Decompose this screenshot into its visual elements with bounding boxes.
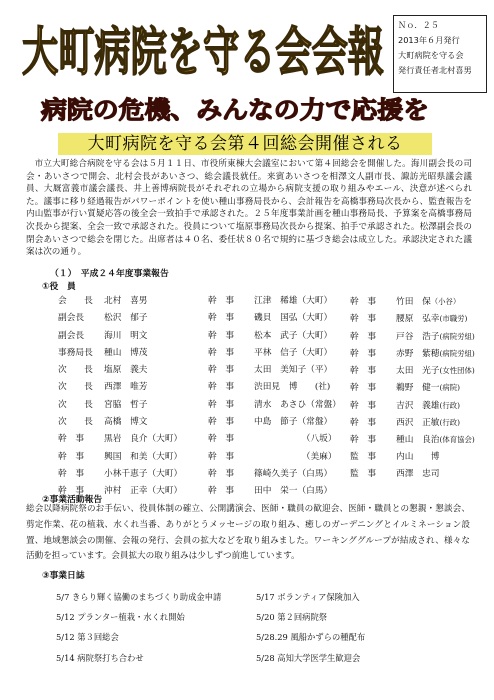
officer-name: 内山 博 [396,451,440,462]
officer-name: 渋田見 博 (社) [254,382,331,393]
officer-role: 幹 事 [208,330,235,341]
officer-role: 幹 事 [208,296,235,306]
journal-row [56,587,476,607]
officer-cell [350,293,460,311]
officer-cell [350,328,475,346]
officer-role: 次 長 [58,399,93,410]
officer-role: 事務局長 [58,347,93,358]
journal-row [56,648,476,668]
slogan-text: 病院の危機、みんなの力で応援を [41,96,429,124]
officer-name: 西澤 唯芳 [104,382,148,393]
officer-cell [208,449,337,466]
officer-cell [208,483,332,500]
officer-affiliation: (体育協会) [439,435,475,445]
officer-name: 太田 美知子（平） [254,365,333,376]
officer-affiliation: (病院) [439,383,460,393]
officer-name: 北村 喜男 [104,296,148,306]
officer-cell [350,466,439,483]
journal-entry: 5/7 きらり輝く協働のまちづくり助成金申請 [56,592,222,602]
issue-date: 2013年６月発行 [398,35,460,45]
officer-name: 塩原 義夫 [104,365,148,376]
officer-role: 監 事 [350,451,377,462]
officer-row [30,414,470,431]
officer-role: 幹 事 [208,486,235,497]
officer-name: 赤野 紫穂 [396,348,440,359]
officer-name: 沖村 正幸 [104,486,148,497]
officer-role: 幹 事 [58,468,85,479]
officer-name: 西澤 忠司 [396,468,440,479]
officer-cell [208,431,337,448]
officer-role: 会 長 [58,296,93,306]
section-subheading-officers: ①役 員 [42,282,76,292]
officer-affiliation: (女性団体) [439,366,475,376]
officer-role: 幹 事 [208,451,235,462]
officer-row [30,293,470,310]
officer-role: 次 長 [58,417,93,428]
officer-row [30,362,475,379]
officer-role: 監 事 [350,468,377,479]
article-headline: 大町病院を守る会第４回総会開催される [58,133,432,155]
section-heading-activities: ②事業活動報告 [42,495,103,505]
officer-name: 黒岩 良介 [104,434,148,445]
officer-name: 種山 良治 [396,435,440,446]
officer-cell [208,345,332,362]
officer-cell [208,328,332,345]
journal-entry: 5/28.29 風船かずらの種配布 [256,632,366,643]
journal-row [56,627,476,647]
officer-cell [208,310,332,327]
officer-affiliation: (行政) [439,400,460,410]
officer-area: （大町） [147,434,183,445]
officer-name: 小林千恵子 [104,468,148,479]
publisher-name: 大町病院を守る会 [398,50,464,60]
officer-cell [350,310,467,328]
officer-affiliation: (行政) [439,418,460,428]
officer-name: 太田 光子 [396,366,440,377]
officer-name: 田中 栄一（白馬） [254,486,333,497]
officer-name: 興国 和美 [104,451,148,462]
officer-name: 松本 武子（大町） [254,330,333,341]
officer-cell [58,397,147,414]
journal-entry: 5/20 第２回病院祭 [256,612,328,623]
officer-cell [208,397,341,414]
officer-name: 戸谷 浩子 [396,331,440,342]
masthead-title [18,14,388,86]
officer-name: 種山 博茂 [104,347,148,358]
officer-role: 幹 事 [350,348,377,359]
officer-name: 吉沢 義雄 [396,400,440,411]
officer-name: 篠崎久美子（白馬） [254,468,333,479]
officer-name: 江津 稀雄（大町） [254,296,333,306]
officer-name: 清水 あさひ（常盤） [254,399,341,410]
intro-paragraph: 市立大町総合病院を守る会は５月１１日、市役所東棟大会議室において第４回総会を開催した。海川副会長の司会・あいさつで開会、北村会長があいさつ、総会議長就任。来賓あいさつを相澤文人副市長、諏訪光昭県議会議員、大厩富義市議会議長、井上善博病院長がそれぞれの立場から病院支援の取り組みやエール、決意が述べられた。議事に移り経過報告がパワーポイントを使い種山事務局長から、会計報告を高橋事務局次長から、監査報告を内山監事が行い質疑応答の後全会一致拍手で承認された。２５年度事業計画を種山事務局長、予算案を高橋事務局次長から提案、全会一致で承認された。役員について塩原事務局次長から提案、拍手で承認された。松澤副会長の閉会あいさつで総会を閉じた。出席者は４０名、委任状８０名で規約に基づき総会は成立した。承認決定された議案は次の通り。 [26,159,472,258]
officer-name: 腰原 弘幸 [396,314,440,325]
officers-table [30,293,475,501]
slogan-banner [38,94,433,124]
editor-name: 発行責任者北村喜男 [398,65,472,75]
journal-entry: 5/14 病院祭打ち合わせ [56,652,144,663]
officer-name: 海川 明文 [104,330,148,341]
officer-cell [350,414,460,432]
officer-cell [350,449,439,466]
journal-entry: 5/28 高知大学医学生歓迎会 [256,652,361,663]
officer-role: 次 長 [58,365,93,376]
officer-name: 磯貝 国弘（大町） [254,313,333,324]
officer-affiliation: (病院労組) [439,348,475,358]
officer-cell [350,362,475,380]
officer-area: （大町） [147,486,183,497]
officer-cell [208,466,332,483]
officer-name: 松沢 郁子 [104,313,148,324]
journal-entry: 5/12 第３回総会 [56,632,119,643]
officer-row [30,449,470,466]
officer-role: 幹 事 [208,468,235,479]
officer-cell [58,466,182,483]
issue-number: Ｎｏ．２５ [398,20,439,30]
officer-row [30,379,470,396]
officer-cell [58,310,147,327]
officer-role: 幹 事 [350,297,377,307]
officer-name: （八坂） [254,434,337,445]
masthead-title-text: 大町病院を守る会会報 [22,22,384,83]
officer-row [30,431,475,448]
officer-cell [58,449,182,466]
officer-name: 鵜野 健一 [396,383,440,394]
officer-affiliation: (病院労組) [439,331,475,341]
officer-role: 幹 事 [350,314,377,325]
officer-name: 高橋 博文 [104,417,148,428]
officer-row [30,345,475,362]
officer-role: 幹 事 [208,365,235,376]
officer-role: 副会長 [58,330,85,341]
officer-affiliation: （小谷） [430,297,461,306]
issue-info-box [393,15,487,93]
officer-role: 幹 事 [208,434,235,445]
officer-name: 竹田 保 [396,297,431,307]
journal-row [56,607,476,627]
officer-cell [350,397,460,415]
officer-cell [208,362,332,379]
officer-cell [208,293,332,310]
officer-role: 幹 事 [208,399,235,410]
officer-role: 幹 事 [58,486,85,497]
officer-row [30,397,470,414]
officer-cell [208,414,332,431]
officer-name: 西沢 正敏 [396,418,440,429]
officer-role: 幹 事 [350,383,377,394]
officer-name: 中島 節子（常盤） [254,417,333,428]
officer-affiliation: (市職労) [439,314,468,324]
officer-name: 平林 信子（大町） [254,347,333,358]
officer-cell [58,431,182,448]
journal-entry: 5/12 プランター植栽・水くれ開始 [56,612,185,623]
officer-role: 幹 事 [350,366,377,377]
officer-role: 次 長 [58,382,93,393]
officer-role: 幹 事 [350,331,377,342]
officer-role: 幹 事 [208,313,235,324]
officer-role: 幹 事 [350,435,377,446]
section-heading-journal: ③事業日誌 [42,571,85,581]
officer-name: （美麻） [254,451,337,462]
officer-role: 幹 事 [58,434,85,445]
journal-entry: 5/17 ボランティア保険加入 [256,592,360,602]
officer-name: 宮脇 哲子 [104,399,148,410]
officer-cell [58,345,147,362]
officer-cell [350,379,460,397]
officer-row [30,328,475,345]
officer-role: 幹 事 [350,400,377,411]
officer-cell [208,379,330,396]
officer-role: 副会長 [58,313,85,324]
officer-cell [58,414,147,431]
officer-row [30,466,470,483]
officer-role: 幹 事 [208,347,235,358]
officer-role: 幹 事 [58,451,85,462]
officer-cell [58,379,147,396]
officer-cell [58,362,147,379]
officer-row [30,310,470,327]
section-heading-report: （１） 平成２４年度事業報告 [50,269,169,279]
officer-role: 幹 事 [208,417,235,428]
journal-list [56,587,476,668]
activities-paragraph: 総会以降病院祭のお手伝い、役員体制の確立、公開講演会、医師・職員の歓迎会、医師・職員との懇親・懇談会、剪定作業、花の植栽、水くれ当番、ありがとうメッセージの取り組み、癒しのガーデニングとイルミネーション設置、地域懇談会の開催、会報の発行、会員の拡大などを取り組みました。ワーキンググループが結成され、様々な活動を担っています。会員拡大の取り組みは少しずつ前進しています。 [26,504,470,562]
officer-cell [58,293,147,310]
officer-cell [350,345,475,363]
officer-role: 幹 事 [208,382,235,393]
officer-role: 幹 事 [350,418,377,429]
officer-cell [350,431,475,449]
officer-area: （大町） [147,451,183,462]
officer-area: （大町） [147,468,183,479]
officer-cell [58,328,147,345]
